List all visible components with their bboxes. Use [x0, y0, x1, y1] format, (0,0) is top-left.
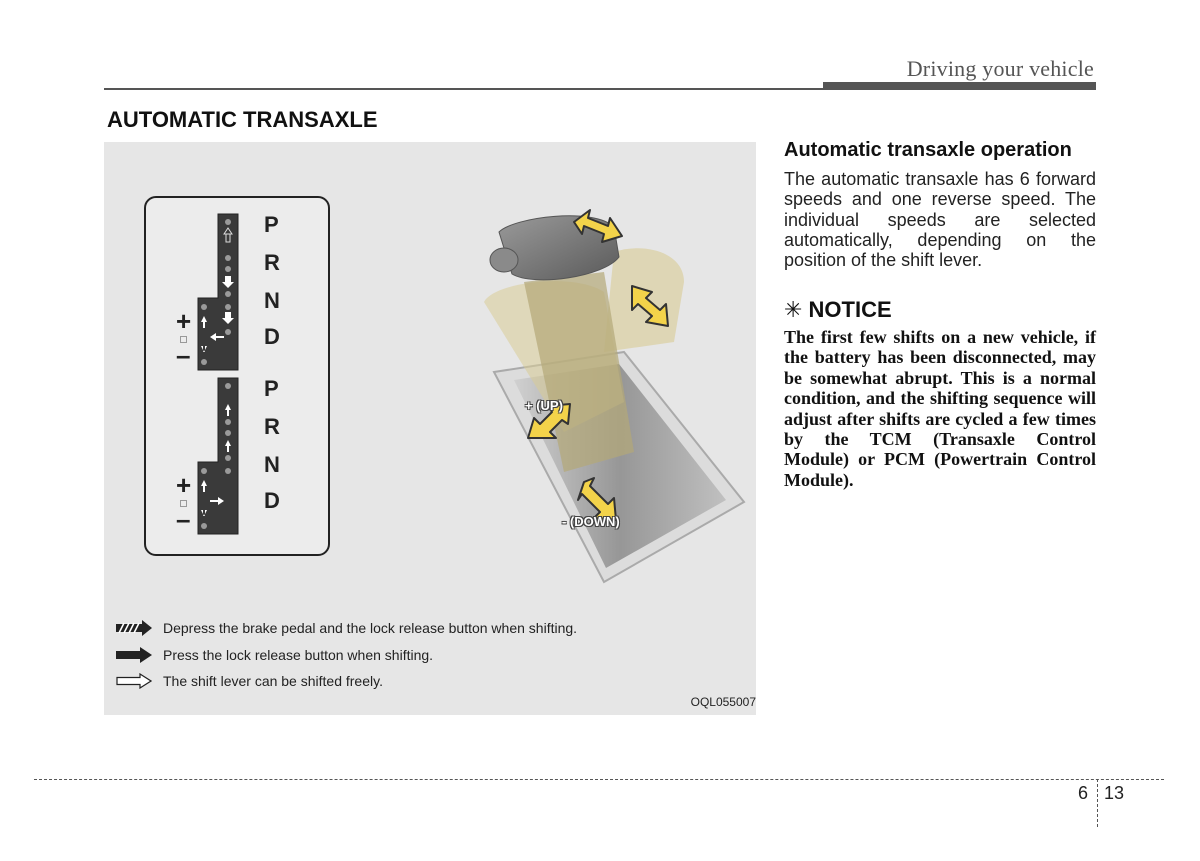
- gate-letter-n: N: [264, 288, 280, 313]
- notice-body: The first few shifts on a new vehicle, if the battery has been disconnected, may be somewhat abrupt. This is a normal condition, and the shifting sequence will adjust after shifts are cycled a few times by the TCM (Transaxle Control Module) or PCM (Powertrain Control Module).: [784, 327, 1096, 490]
- shift-lever-figure: [104, 142, 756, 715]
- hatched-arrow-icon: [116, 620, 152, 636]
- plus-sign-top: +: [176, 306, 192, 336]
- operation-heading: Automatic transaxle operation: [784, 139, 1072, 161]
- header-rule: [104, 88, 1096, 90]
- footer-divider: [1097, 779, 1098, 827]
- section-title: AUTOMATIC TRANSAXLE: [107, 107, 378, 132]
- section-number: 6: [1078, 783, 1089, 803]
- gate-pattern-bottom: [196, 376, 242, 536]
- shift-lever-illustration: [454, 202, 754, 592]
- outline-arrow-icon: [116, 673, 152, 689]
- gate-letter-r: R: [264, 250, 280, 275]
- gate-letter-d-2: D: [264, 488, 280, 513]
- gate-letter-r-2: R: [264, 414, 280, 439]
- chapter-title: Driving your vehicle: [906, 56, 1094, 81]
- gate-letter-p: P: [264, 212, 279, 237]
- legend-text-lock-release: Press the lock release button when shifting.: [163, 647, 434, 663]
- legend-item-brake-release: [116, 620, 577, 636]
- minus-sign-bottom: –: [176, 504, 191, 534]
- gate-letter-d: D: [264, 324, 280, 349]
- shift-down-label: - (DOWN): [562, 514, 620, 529]
- gate-pattern-top: [196, 212, 242, 372]
- gate-letter-p-2: P: [264, 376, 279, 401]
- operation-body: The automatic transaxle has 6 forward speeds and one reverse speed. The individual speeds are selected automatically, depending on the position of the shift lever.: [784, 169, 1096, 271]
- legend-text-brake-release: Depress the brake pedal and the lock release button when shifting.: [163, 620, 578, 636]
- shift-gate-panel: [144, 196, 330, 556]
- solid-arrow-icon: [116, 647, 152, 663]
- legend-item-lock-release: [116, 647, 433, 663]
- shift-up-label: + (UP): [525, 398, 563, 413]
- minus-sign-top: –: [176, 340, 191, 370]
- figure-code: OQL055007: [690, 695, 756, 709]
- gate-letter-n-2: N: [264, 452, 280, 477]
- legend-item-free-shift: [116, 673, 383, 689]
- plus-sign-bottom: +: [176, 470, 192, 500]
- notice-heading: ✳ NOTICE: [784, 297, 892, 322]
- legend-text-free-shift: The shift lever can be shifted freely.: [163, 673, 383, 689]
- footer-rule: [34, 779, 1164, 780]
- page-number: 13: [1104, 783, 1125, 803]
